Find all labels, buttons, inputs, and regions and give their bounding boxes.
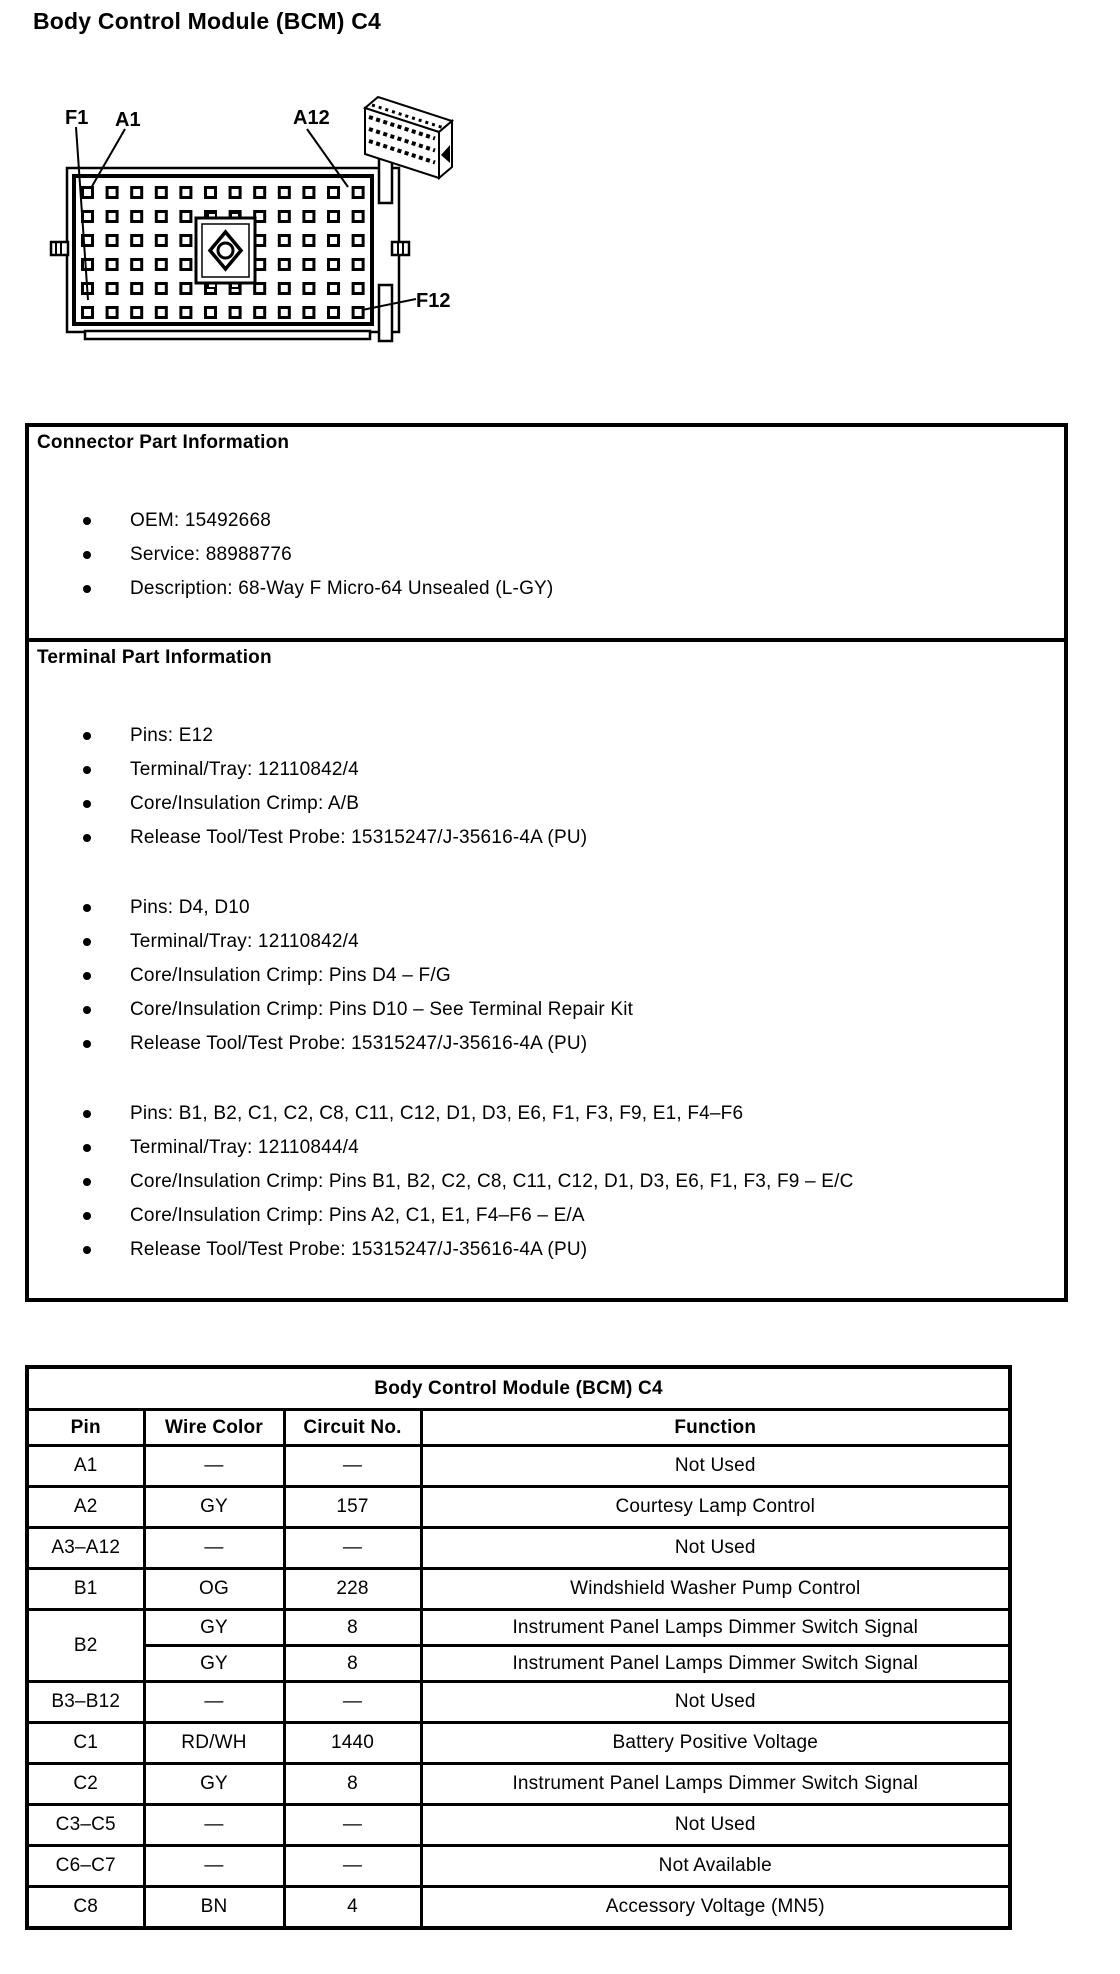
list-item: Core/Insulation Crimp: Pins D4 – F/G	[29, 959, 1064, 993]
function-cell: Not Available	[421, 1846, 1010, 1887]
wire-cell: —	[144, 1682, 284, 1723]
list-item: Core/Insulation Crimp: Pins D10 – See Terminal Repair Kit	[29, 993, 1064, 1027]
function-cell: Instrument Panel Lamps Dimmer Switch Signal	[421, 1646, 1010, 1682]
terminal-group-1	[29, 719, 1064, 855]
wire-cell: GY	[144, 1487, 284, 1528]
wire-cell: —	[144, 1446, 284, 1487]
list-item: Core/Insulation Crimp: Pins A2, C1, E1, F4–F6 – E/A	[29, 1199, 1064, 1233]
latch-rail-bottom	[379, 285, 392, 341]
list-item: Release Tool/Test Probe: 15315247/J-35616-4A (PU)	[29, 1027, 1064, 1061]
pin-cell: B2	[27, 1610, 144, 1682]
circuit-cell: —	[284, 1846, 421, 1887]
wire-cell: —	[144, 1805, 284, 1846]
function-cell: Instrument Panel Lamps Dimmer Switch Signal	[421, 1764, 1010, 1805]
wire-cell: GY	[144, 1764, 284, 1805]
col-header-circuit: Circuit No.	[284, 1410, 421, 1446]
table-row	[27, 1610, 1010, 1646]
circuit-cell: —	[284, 1446, 421, 1487]
table-row	[27, 1569, 1010, 1610]
circuit-cell: 8	[284, 1610, 421, 1646]
circuit-cell: —	[284, 1805, 421, 1846]
page-title: Body Control Module (BCM) C4	[33, 8, 382, 34]
connector-part-info-heading: Connector Part Information	[37, 432, 290, 453]
function-cell: Not Used	[421, 1446, 1010, 1487]
circuit-cell: 157	[284, 1487, 421, 1528]
list-item: OEM: 15492668	[29, 504, 1064, 538]
table-row	[27, 1846, 1010, 1887]
wire-cell: OG	[144, 1569, 284, 1610]
pin-cell: A2	[27, 1487, 144, 1528]
function-cell: Not Used	[421, 1805, 1010, 1846]
circuit-cell: 4	[284, 1887, 421, 1929]
list-item: Terminal/Tray: 12110842/4	[29, 925, 1064, 959]
list-item: Pins: D4, D10	[29, 891, 1064, 925]
wire-cell: BN	[144, 1887, 284, 1929]
list-item: Pins: E12	[29, 719, 1064, 753]
function-cell: Not Used	[421, 1528, 1010, 1569]
pin-cell: C2	[27, 1764, 144, 1805]
pin-cell: B3–B12	[27, 1682, 144, 1723]
wire-cell: GY	[144, 1610, 284, 1646]
col-header-pin: Pin	[27, 1410, 144, 1446]
side-clip-right	[392, 242, 409, 255]
circuit-cell: 228	[284, 1569, 421, 1610]
pin-cell: B1	[27, 1569, 144, 1610]
list-item: Terminal/Tray: 12110844/4	[29, 1131, 1064, 1165]
pin-label-f12: F12	[416, 290, 451, 312]
circuit-cell: 8	[284, 1646, 421, 1682]
table-row	[27, 1723, 1010, 1764]
wire-cell: RD/WH	[144, 1723, 284, 1764]
table-row	[27, 1764, 1010, 1805]
list-item: Description: 68-Way F Micro-64 Unsealed (L-GY)	[29, 572, 1064, 606]
wire-cell: —	[144, 1846, 284, 1887]
pin-label-a1: A1	[115, 109, 141, 131]
list-item: Service: 88988776	[29, 538, 1064, 572]
list-item: Core/Insulation Crimp: Pins B1, B2, C2, C8, C11, C12, D1, D3, E6, F1, F3, F9 – E/C	[29, 1165, 1064, 1199]
terminal-group-3	[29, 1097, 1064, 1267]
circuit-cell: —	[284, 1528, 421, 1569]
pinout-table	[25, 1365, 1012, 1930]
list-item: Release Tool/Test Probe: 15315247/J-35616-4A (PU)	[29, 1233, 1064, 1267]
pin-cell: C6–C7	[27, 1846, 144, 1887]
pin-cell: C8	[27, 1887, 144, 1929]
side-clip-left	[51, 242, 68, 255]
function-cell: Windshield Washer Pump Control	[421, 1569, 1010, 1610]
function-cell: Battery Positive Voltage	[421, 1723, 1010, 1764]
table-row	[27, 1682, 1010, 1723]
col-header-wire: Wire Color	[144, 1410, 284, 1446]
pin-cell: C3–C5	[27, 1805, 144, 1846]
center-latch-block	[196, 213, 255, 288]
terminal-part-info-heading: Terminal Part Information	[37, 647, 272, 668]
table-title: Body Control Module (BCM) C4	[27, 1367, 1010, 1410]
wire-cell: —	[144, 1528, 284, 1569]
list-item: Release Tool/Test Probe: 15315247/J-35616-4A (PU)	[29, 821, 1064, 855]
connector-diagram	[45, 75, 475, 347]
table-row	[27, 1528, 1010, 1569]
pin-label-f1: F1	[65, 107, 89, 129]
terminal-group-2	[29, 891, 1064, 1061]
table-row	[27, 1887, 1010, 1929]
connector-part-info-list	[29, 504, 1064, 606]
function-cell: Accessory Voltage (MN5)	[421, 1887, 1010, 1929]
table-row	[27, 1446, 1010, 1487]
pin-cell: A3–A12	[27, 1528, 144, 1569]
pin-cell: C1	[27, 1723, 144, 1764]
function-cell: Instrument Panel Lamps Dimmer Switch Signal	[421, 1610, 1010, 1646]
table-row	[27, 1805, 1010, 1846]
connector-part-info-box	[25, 423, 1068, 642]
table-row	[27, 1646, 1010, 1682]
function-cell: Not Used	[421, 1682, 1010, 1723]
terminal-part-info-box	[25, 638, 1068, 1302]
pin-cell: A1	[27, 1446, 144, 1487]
circuit-cell: —	[284, 1682, 421, 1723]
function-cell: Courtesy Lamp Control	[421, 1487, 1010, 1528]
pin-label-a12: A12	[293, 107, 330, 129]
circuit-cell: 8	[284, 1764, 421, 1805]
circuit-cell: 1440	[284, 1723, 421, 1764]
list-item: Pins: B1, B2, C1, C2, C8, C11, C12, D1, D3, E6, F1, F3, F9, E1, F4–F6	[29, 1097, 1064, 1131]
list-item: Core/Insulation Crimp: A/B	[29, 787, 1064, 821]
list-item: Terminal/Tray: 12110842/4	[29, 753, 1064, 787]
table-row	[27, 1487, 1010, 1528]
col-header-function: Function	[421, 1410, 1010, 1446]
wire-cell: GY	[144, 1646, 284, 1682]
